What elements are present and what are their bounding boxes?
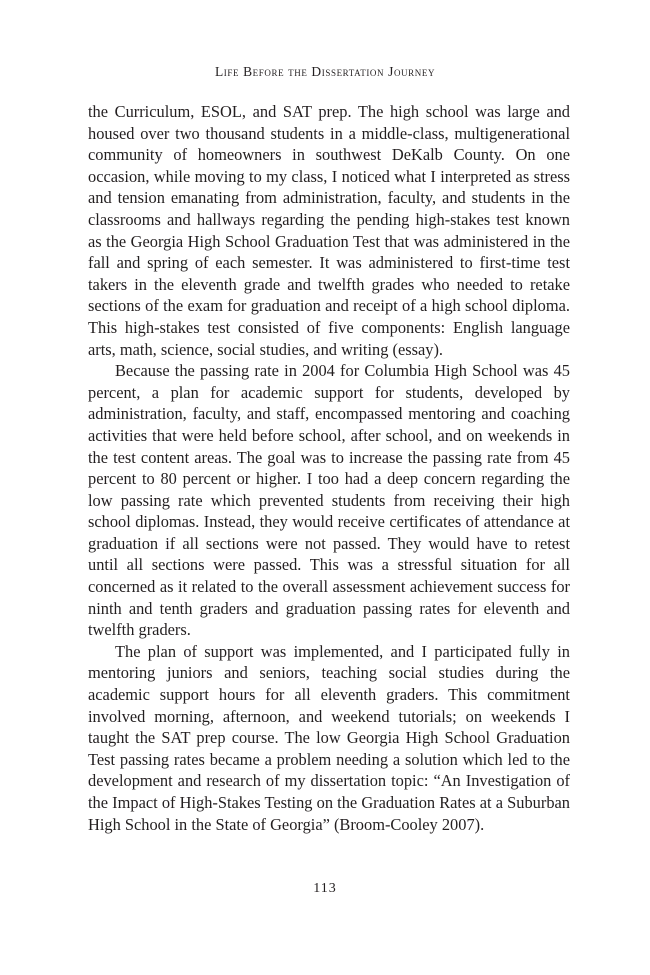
paragraph-plan-of-support: The plan of support was implemented, and I participated fully in mentoring juniors and seniors, teaching social studies during the academic support hours for all eleventh graders. This commitment involved morning, afternoon, and weekend tutorials; on weekends I taught the SAT prep course. The low Georgia High School Graduation Test passing rates became a problem needing a solution which led to the development and research of my dissertation topic: “An Investigation of the Impact of High-Stakes Testing on the Graduation Rates at a Suburban High School in the State of Georgia” (Broom-Cooley 2007). [88,641,570,834]
page-number: 113 [313,881,337,896]
body-text [88,101,570,835]
paragraph-passing-rate: Because the passing rate in 2004 for Columbia High School was 45 percent, a plan for academic support for students, developed by administration, faculty, and staff, encompassed mentoring and coaching activities that were held before school, after school, and on weekends in the test content areas. The goal was to increase the passing rate from 45 percent to 80 percent or higher. I too had a deep concern regarding the low passing rate which prevented students from receiving their high school diplomas. Instead, they would receive certificates of attendance at graduation if all sections were not passed. They would have to retest until all sections were passed. This was a stressful situation for all concerned as it related to the overall assessment achievement success for ninth and tenth graders and graduation passing rates for eleventh and twelfth graders. [88,361,570,640]
paragraph-continued: the Curriculum, ESOL, and SAT prep. The high school was large and housed over two thousand students in a middle-class, multigenerational community of homeowners in southwest DeKalb County. On one occasion, while moving to my class, I noticed what I interpreted as stress and tension emanating from administration, faculty, and students in the classrooms and hallways regarding the pending high-stakes test known as the Georgia High School Graduation Test that was administered in the fall and spring of each semester. It was administered to first-time test takers in the eleventh grade and twelfth grades who needed to retake sections of the exam for graduation and receipt of a high school diploma. This high-stakes test consisted of five components: English language arts, math, science, social studies, and writing (essay). [88,102,570,359]
running-head: Life Before the Dissertation Journey [214,64,436,79]
